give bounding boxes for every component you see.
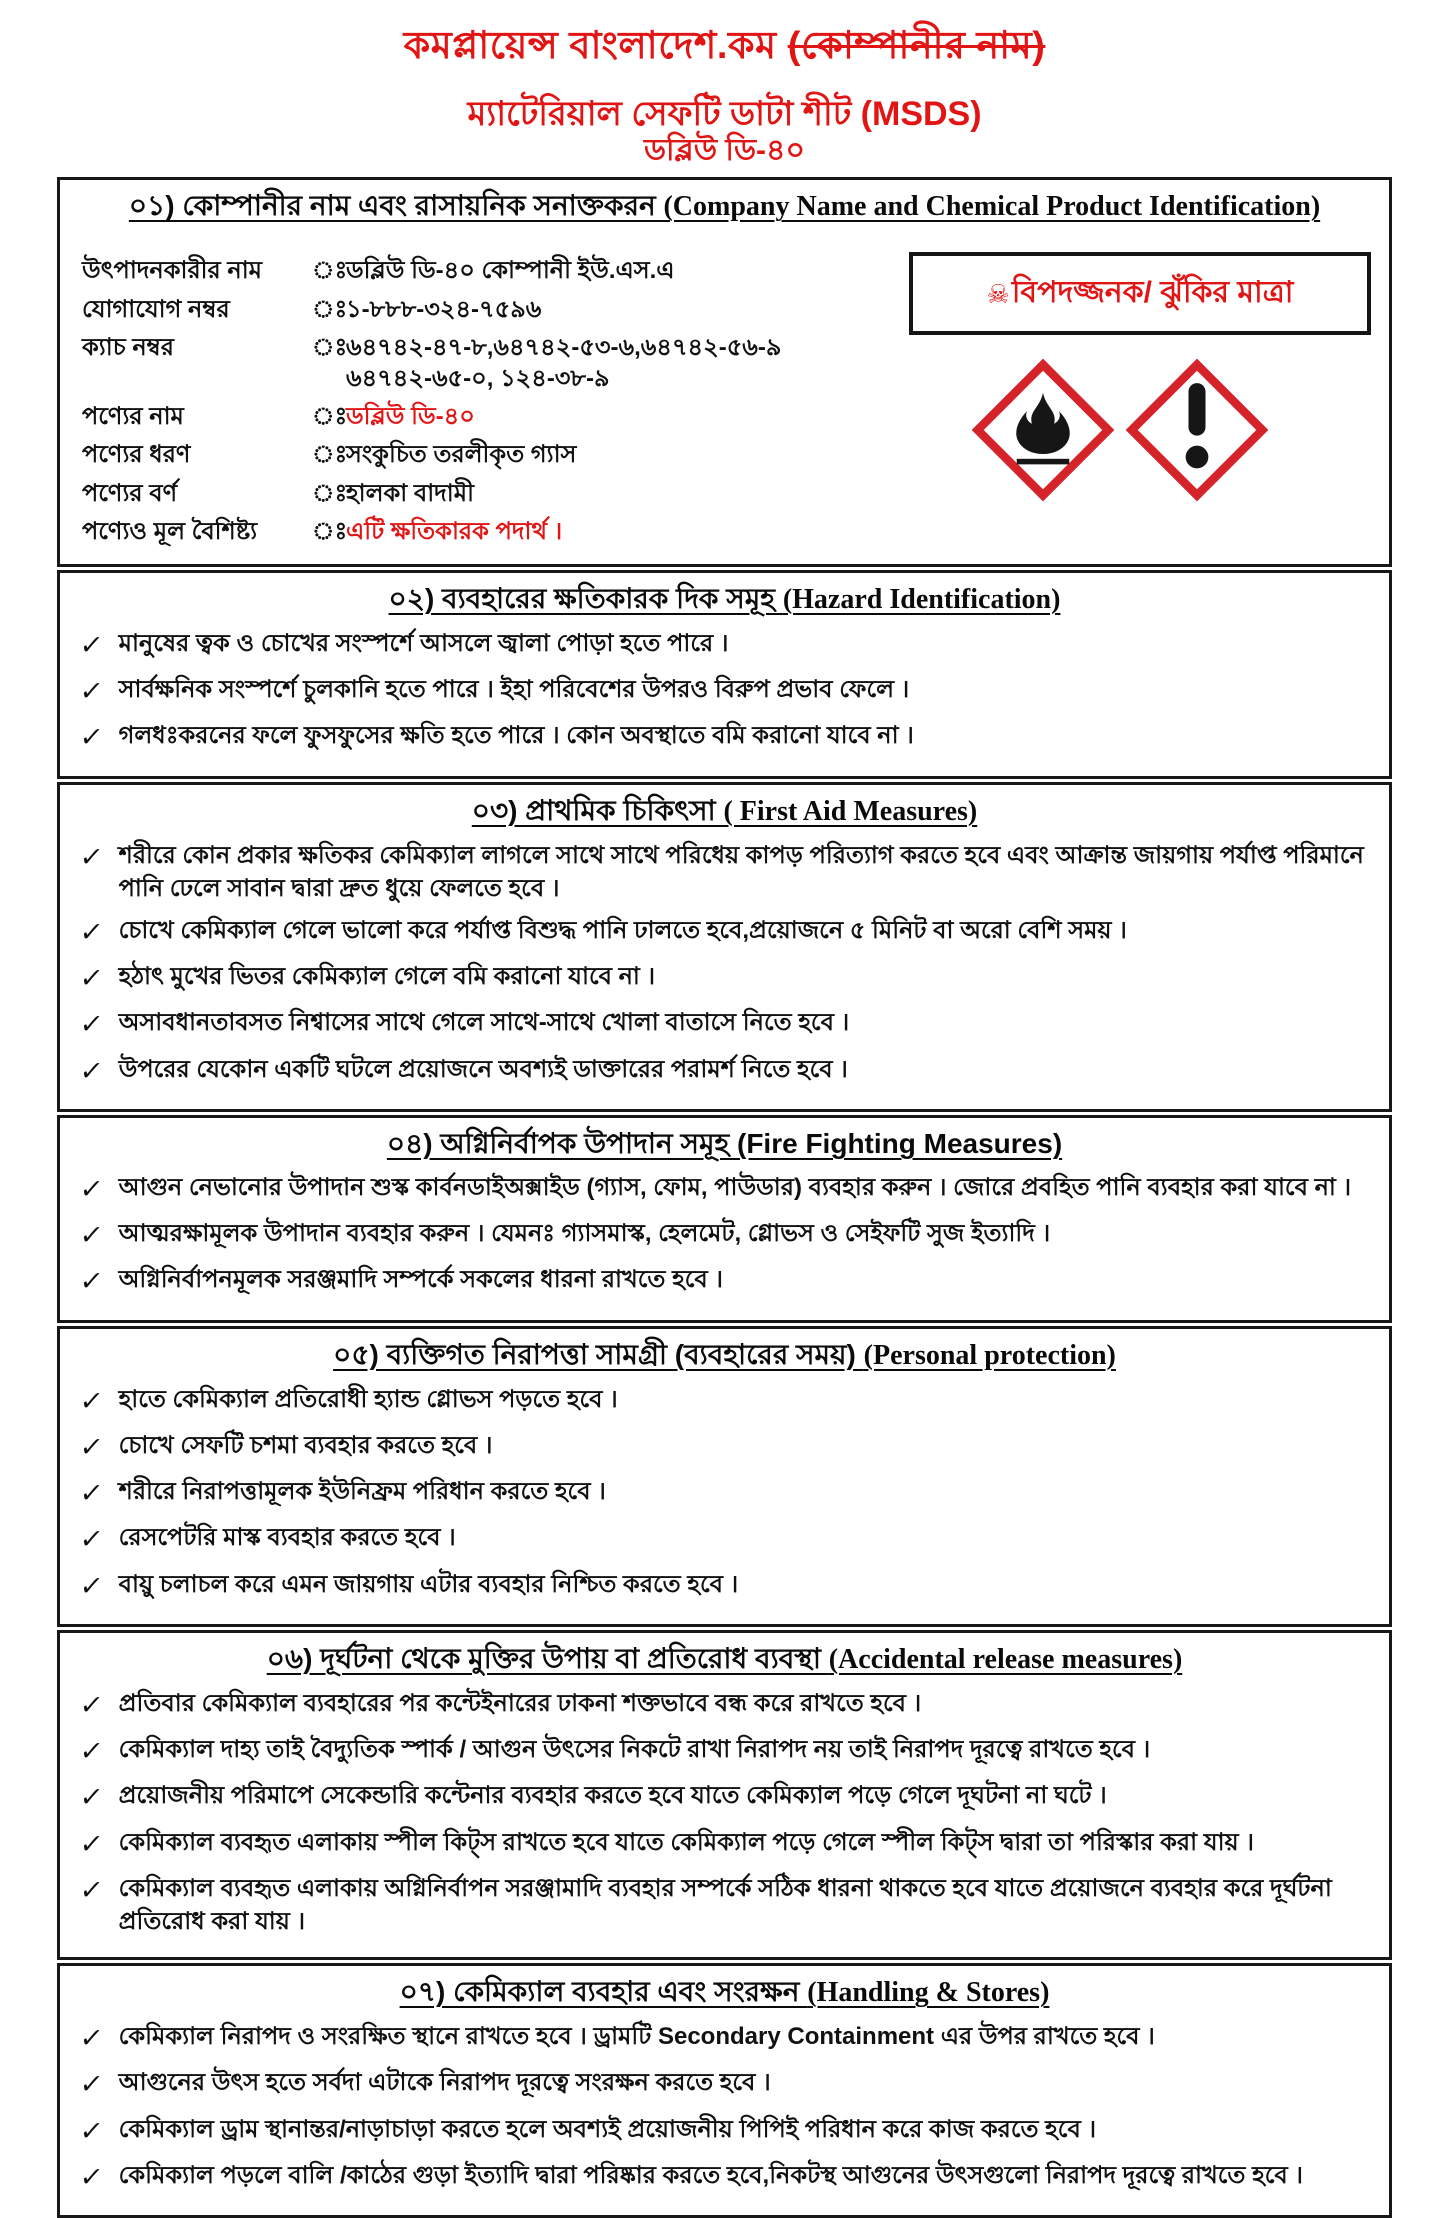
section-title xyxy=(74,1337,1375,1373)
field-value xyxy=(346,478,474,509)
section-first-aid-measures xyxy=(57,782,1392,1112)
checkmark-icon: ✓ xyxy=(77,2115,105,2146)
field-label: যোগাযোগ নম্বর xyxy=(82,295,230,323)
field-colon: ঃ xyxy=(312,517,348,545)
product-field-row xyxy=(82,332,895,394)
checklist-item xyxy=(77,1826,1369,1863)
section-company-chemical-identification xyxy=(57,177,1392,567)
section-title xyxy=(74,1974,1375,2010)
field-label: পণ্যেও মূল বৈশিষ্ট্য xyxy=(82,517,258,545)
field-value xyxy=(346,294,541,325)
section-accidental-release-measures xyxy=(57,1630,1392,1960)
checklist-item xyxy=(77,914,1369,951)
section-title-bn: ০৪) অগ্নিনির্বাপক উপাদান সমূহ xyxy=(386,1127,737,1159)
section-title-en: (Handling & Stores) xyxy=(807,1977,1050,2009)
checkmark-icon: ✓ xyxy=(77,2161,105,2192)
checkmark-icon: ✓ xyxy=(77,1266,105,1297)
checkmark-icon: ✓ xyxy=(77,1220,105,1251)
section-title xyxy=(74,581,1375,617)
checkmark-icon: ✓ xyxy=(77,629,105,660)
checklist-item xyxy=(77,2020,1369,2057)
checklist-item xyxy=(77,1475,1369,1512)
field-value xyxy=(346,332,781,394)
checkmark-icon: ✓ xyxy=(77,841,105,872)
checklist-item-text: সার্বক্ষনিক সংস্পর্শে চুলকানি হতে পারে । ইহা পরিবেশের উপরও বিরুপ প্রভাব ফেলে । xyxy=(118,676,910,704)
section-hazard-identification xyxy=(57,570,1392,779)
skull-crossbones-icon: ☠ xyxy=(986,278,1010,309)
field-value-line: ১-৮৮৮-৩২৪-৭৫৯৬ xyxy=(346,295,542,323)
product-field-row xyxy=(82,516,895,547)
checkmark-icon: ✓ xyxy=(77,676,105,707)
checklist-item xyxy=(77,627,1369,664)
checkmark-icon: ✓ xyxy=(77,1782,105,1813)
checklist-item xyxy=(77,1053,1369,1090)
checklist-item xyxy=(77,1521,1369,1558)
hazard-level-label: বিপদজ্জনক/ ঝুঁকির মাত্রা xyxy=(1011,276,1294,310)
hazard-level-box xyxy=(909,252,1371,335)
checkmark-icon: ✓ xyxy=(77,2023,105,2054)
field-colon: ঃ xyxy=(312,441,348,469)
checklist-item-text: আত্মরক্ষামূলক উপাদান ব্যবহার করুন । যেমনঃ গ্যাসমাস্ক, হেলমেট, গ্লোভস ও সেইফটি সুজ ইত্যাদি । xyxy=(118,1220,1051,1248)
checklist-item-text: উপরের যেকোন একটি ঘটলে প্রয়োজনে অবশ্যই ডাক্তারের পরামর্শ নিতে হবে । xyxy=(118,1055,848,1083)
checklist-item-text: শরীরে কোন প্রকার ক্ষতিকর কেমিক্যাল লাগলে সাথে সাথে পরিধেয় কাপড় পরিত্যাগ করতে হবে এবং আক্রান্ত জায়গায় পর্যাপ্ত পরিমানে পানি ঢেলে সাবান দ্বারা দ্রুত ধুয়ে ফেলতে হবে । xyxy=(118,841,1364,902)
checklist-item xyxy=(77,1383,1369,1420)
section-title-bn: ০৩) প্রাথমিক চিকিৎসা xyxy=(471,794,724,826)
checklist-item xyxy=(77,2066,1369,2103)
checklist-item xyxy=(77,1171,1369,1208)
checklist-item-text: চোখে কেমিক্যাল গেলে ভালো করে পর্যাপ্ত বিশুদ্ধ পানি ঢালতে হবে,প্রয়োজনে ৫ মিনিট বা অরো বেশি সময় । xyxy=(118,916,1127,944)
product-field-row xyxy=(82,478,895,509)
checklist-item xyxy=(77,1779,1369,1816)
company-name: কমপ্লায়েন্স বাংলাদেশ.কম xyxy=(403,25,788,67)
checklist-item-text: হাতে কেমিক্যাল প্রতিরোধী হ্যান্ড গ্লোভস পড়তে হবে । xyxy=(118,1385,618,1413)
checklist-item-text: কেমিক্যাল ড্রাম স্থানান্তর/নাড়াচাড়া করতে হলে অবশ্যই প্রয়োজনীয় পিপিই পরিধান করে কাজ করতে হবে । xyxy=(118,2115,1097,2143)
checkmark-icon: ✓ xyxy=(77,2069,105,2100)
section-title-bn: ০১) কোম্পানীর নাম এবং রাসায়নিক সনাক্তকরন xyxy=(128,190,664,222)
field-colon: ঃ xyxy=(312,257,348,285)
field-value-line: ডব্লিউ ডি-৪০ xyxy=(346,403,475,431)
checklist-item xyxy=(77,1429,1369,1466)
document-title: ম্যাটেরিয়াল সেফটি ডাটা শীট (MSDS) xyxy=(467,95,982,133)
section-title-en: (Fire Fighting Measures) xyxy=(737,1127,1063,1159)
section-personal-protection xyxy=(57,1326,1392,1627)
checklist-item-text: হঠাৎ মুখের ভিতর কেমিক্যাল গেলে বমি করানো যাবে না । xyxy=(118,963,656,991)
field-colon: ঃ xyxy=(312,295,348,323)
checklist xyxy=(74,1383,1375,1605)
section1-content xyxy=(74,234,1375,554)
section-title xyxy=(74,188,1375,224)
checklist-item-text: মানুষের ত্বক ও চোখের সংস্পর্শে আসলে জ্বালা পোড়া হতে পারে । xyxy=(118,629,729,657)
field-value xyxy=(346,255,675,286)
checklist-item-text: আগুন নেভানোর উপাদান শুস্ক কার্বনডাইঅক্সাইড (গ্যাস, ফোম, পাউডার) ব্যবহার করুন । জোরে প্রবহিত পানি ব্যবহার করা যাবে না । xyxy=(118,1173,1352,1201)
checkmark-icon: ✓ xyxy=(77,1570,105,1601)
field-value xyxy=(346,439,576,470)
ghs-flame-pictogram xyxy=(972,359,1114,501)
checkmark-icon: ✓ xyxy=(77,963,105,994)
checklist-item-text: শরীরে নিরাপত্তামূলক ইউনিফ্রম পরিধান করতে হবে । xyxy=(118,1478,606,1506)
section-title-bn: ০৭) কেমিক্যাল ব্যবহার এবং সংরক্ষন xyxy=(399,1976,808,2008)
checklist-item xyxy=(77,1872,1369,1938)
field-label: পণ্যের নাম xyxy=(82,403,184,431)
checklist-item xyxy=(77,719,1369,756)
product-field-row xyxy=(82,255,895,286)
checklist-item-text: গলধঃকরনের ফলে ফুসফুসের ক্ষতি হতে পারে । কোন অবস্থাতে বমি করানো যাবে না । xyxy=(118,722,914,750)
section-handling-stores xyxy=(57,1963,1392,2218)
product-field-row xyxy=(82,439,895,470)
field-value-line: ডব্লিউ ডি-৪০ কোম্পানী ইউ.এস.এ xyxy=(346,257,675,285)
checklist-item xyxy=(77,2159,1369,2196)
document-header xyxy=(0,0,1449,169)
checkmark-icon: ✓ xyxy=(77,1055,105,1086)
checkmark-icon: ✓ xyxy=(77,916,105,947)
document-body xyxy=(57,177,1392,2218)
ghs-exclamation-pictogram xyxy=(1126,359,1268,501)
section-title-en: ( First Aid Measures) xyxy=(723,795,978,827)
checklist xyxy=(74,839,1375,1090)
section-title-bn: ০৫) ব্যক্তিগত নিরাপত্তা সামগ্রী (ব্যবহারের সময়) xyxy=(333,1338,864,1370)
checkmark-icon: ✓ xyxy=(77,1828,105,1859)
field-value-line: সংকুচিত তরলীকৃত গ্যাস xyxy=(346,441,577,469)
section-title-en: (Accidental release measures) xyxy=(828,1643,1183,1675)
checkmark-icon: ✓ xyxy=(77,1009,105,1040)
section-title-bn: ০২) ব্যবহারের ক্ষতিকারক দিক সমূহ xyxy=(388,582,783,614)
checkmark-icon: ✓ xyxy=(77,1385,105,1416)
section-title xyxy=(74,1641,1375,1677)
checklist-item-text: বায়ু চলাচল করে এমন জায়গায় এটার ব্যবহার নিশ্চিত করতে হবে । xyxy=(118,1570,739,1598)
checklist-item-text: প্রতিবার কেমিক্যাল ব্যবহারের পর কন্টেইনারের ঢাকনা শক্তভাবে বন্ধ করে রাখতে হবে । xyxy=(118,1689,922,1717)
checklist-item-text: রেসপেটরি মাস্ক ব্যবহার করতে হবে । xyxy=(118,1524,456,1552)
checklist-item-text: আগুনের উৎস হতে সর্বদা এটাকে নিরাপদ দূরত্বে সংরক্ষন করতে হবে । xyxy=(118,2069,771,2097)
checklist-item xyxy=(77,1687,1369,1724)
field-colon: ঃ xyxy=(312,403,348,431)
checklist-item-text: অগ্নিনির্বাপনমূলক সরঞ্জমাদি সম্পর্কে সকলের ধারনা রাখতে হবে । xyxy=(118,1266,723,1294)
field-value xyxy=(346,401,475,432)
product-field-row xyxy=(82,294,895,325)
section-title-en: (Company Name and Chemical Product Identification) xyxy=(663,191,1321,223)
checklist-item xyxy=(77,1263,1369,1300)
field-value-line: ৬৪৭৪২-৪৭-৮,৬৪৭৪২-৫৩-৬,৬৪৭৪২-৫৬-৯ xyxy=(346,333,782,361)
checklist xyxy=(74,1687,1375,1938)
field-value-line: হালকা বাদামী xyxy=(346,479,474,507)
checklist-item-text: কেমিক্যাল পড়লে বালি /কাঠের গুড়া ইত্যাদি দ্বারা পরিষ্কার করতে হবে,নিকটস্থ আগুনের উৎসগুলো নিরাপদ দূরত্বে রাখতে হবে । xyxy=(118,2161,1303,2189)
checklist-item xyxy=(77,839,1369,905)
checklist-item xyxy=(77,1006,1369,1043)
field-value-line: এটি ক্ষতিকারক পদার্থ । xyxy=(346,517,563,545)
checklist-item-text: কেমিক্যাল ব্যবহৃত এলাকায় অগ্নিনির্বাপন সরঞ্জামাদি ব্যবহার সম্পর্কে সঠিক ধারনা থাকতে হবে যাতে প্রয়োজনে ব্যবহার করে দূর্ঘটনা প্রতিরোধ করা যায় । xyxy=(118,1874,1332,1935)
field-label: ক্যাচ নম্বর xyxy=(82,333,174,361)
field-label: পণ্যের ধরণ xyxy=(82,441,191,469)
field-label: উৎপাদনকারীর নাম xyxy=(82,257,263,285)
checkmark-icon: ✓ xyxy=(77,1431,105,1462)
section-fire-fighting-measures xyxy=(57,1115,1392,1323)
checklist xyxy=(74,1171,1375,1301)
checklist-item-text: কেমিক্যাল ব্যবহৃত এলাকায় স্পীল কিট্‌স রাখতে হবে যাতে কেমিক্যাল পড়ে গেলে স্পীল কিট্‌স দ্বারা তা পরিস্কার করা যায় । xyxy=(118,1828,1254,1856)
checklist-item xyxy=(77,1568,1369,1605)
section-title xyxy=(74,793,1375,829)
checkmark-icon: ✓ xyxy=(77,1736,105,1767)
product-title: ডব্লিউ ডি-৪০ xyxy=(643,134,806,168)
hazard-panel xyxy=(905,234,1375,501)
product-fields xyxy=(74,234,895,554)
checklist-item xyxy=(77,1733,1369,1770)
checklist xyxy=(74,2020,1375,2196)
checklist-item-text: অসাবধানতাবসত নিশ্বাসের সাথে গেলে সাথে-সাথে খোলা বাতাসে নিতে হবে । xyxy=(118,1009,850,1037)
field-label: পণ্যের বর্ণ xyxy=(82,479,178,507)
section-title-bn: ০৬) দূর্ঘটনা থেকে মুক্তির উপায় বা প্রতিরোধ ব্যবস্থা xyxy=(266,1642,829,1674)
checklist xyxy=(74,627,1375,757)
ghs-pictograms xyxy=(905,359,1375,501)
checkmark-icon: ✓ xyxy=(77,1689,105,1720)
section-title xyxy=(74,1126,1375,1161)
field-colon: ঃ xyxy=(312,479,348,507)
checkmark-icon: ✓ xyxy=(77,1173,105,1204)
company-name-placeholder-struck: (কোম্পানীর নাম) xyxy=(787,25,1046,67)
field-value xyxy=(346,516,562,547)
company-title xyxy=(0,16,1449,80)
checklist-item xyxy=(77,960,1369,997)
checklist-item-text: প্রয়োজনীয় পরিমাপে সেকেন্ডারি কন্টেনার ব্যবহার করতে হবে যাতে কেমিক্যাল পড়ে গেলে দূঘটনা না ঘটে । xyxy=(118,1782,1107,1810)
field-value-line: ৬৪৭৪২-৬৫-০, ১২৪-৩৮-৯ xyxy=(346,364,610,392)
checklist-item xyxy=(77,2113,1369,2150)
checklist-item-text: কেমিক্যাল নিরাপদ ও সংরক্ষিত স্থানে রাখতে হবে । ড্রামটি Secondary Containment এর উপর রাখতে হবে । xyxy=(118,2023,1155,2051)
section-title-en: (Hazard Identification) xyxy=(782,583,1061,615)
field-colon: ঃ xyxy=(312,333,348,361)
checkmark-icon: ✓ xyxy=(77,722,105,753)
product-field-row xyxy=(82,401,895,432)
checklist-item xyxy=(77,1217,1369,1254)
checkmark-icon: ✓ xyxy=(77,1874,105,1905)
checkmark-icon: ✓ xyxy=(77,1524,105,1555)
checklist-item-text: চোখে সেফটি চশমা ব্যবহার করতে হবে । xyxy=(118,1431,493,1459)
checklist-item-text: কেমিক্যাল দাহ্য তাই বৈদ্যুতিক স্পার্ক / আগুন উৎসের নিকটে রাখা নিরাপদ নয় তাই নিরাপদ দূরত্বে রাখতে হবে । xyxy=(118,1736,1151,1764)
checklist-item xyxy=(77,673,1369,710)
section-title-en: (Personal protection) xyxy=(863,1339,1116,1371)
checkmark-icon: ✓ xyxy=(77,1478,105,1509)
